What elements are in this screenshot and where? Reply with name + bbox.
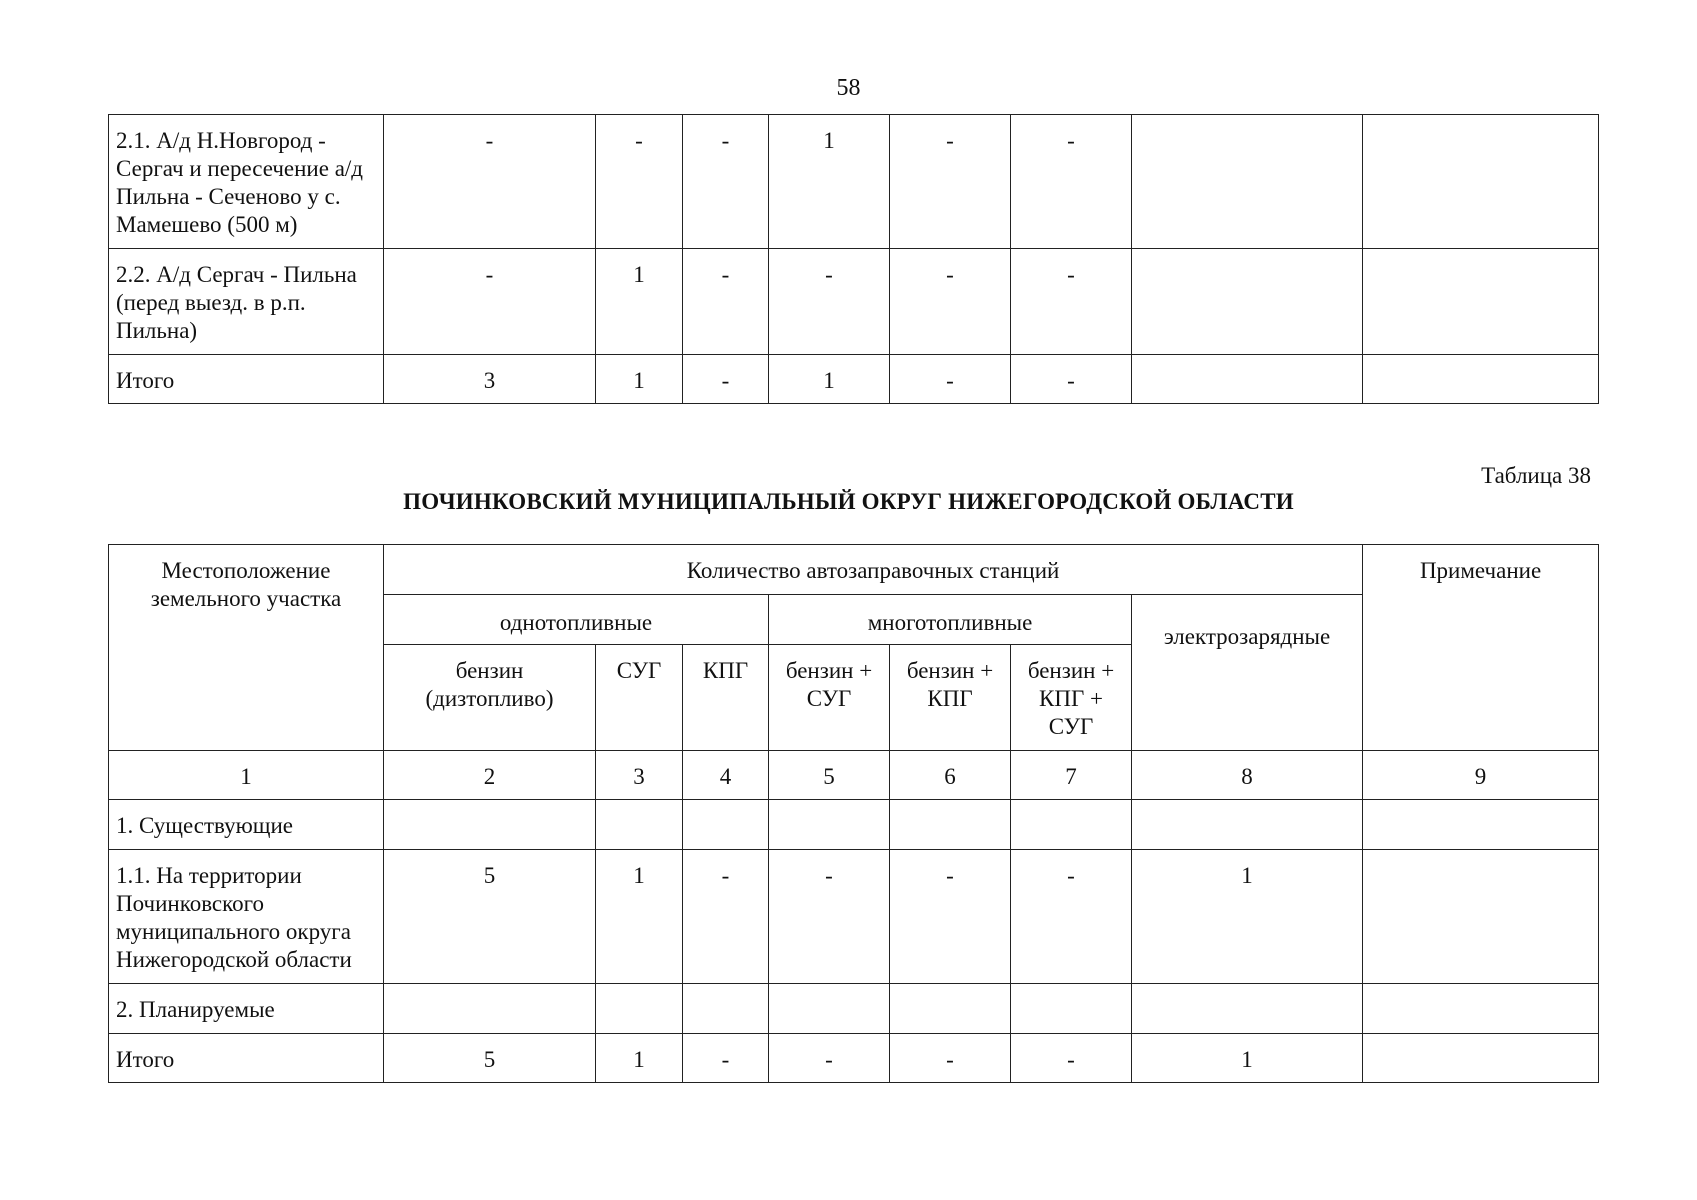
table-cell: [1132, 984, 1363, 1034]
header-cng: КПГ: [683, 645, 769, 751]
table-row: [109, 1034, 1599, 1083]
table-cell: -: [769, 850, 890, 984]
table-cell: [1363, 249, 1599, 355]
table-row: [109, 115, 1599, 249]
header-single-fuel: однотопливные: [384, 595, 769, 645]
table-cell: -: [890, 355, 1011, 404]
table-cell: [683, 800, 769, 850]
table-cell: [384, 984, 596, 1034]
column-number: 1: [109, 751, 384, 800]
table-cell: [1132, 355, 1363, 404]
table-cell: [1132, 800, 1363, 850]
column-number-row: [109, 751, 1599, 800]
gas-stations-table: [108, 544, 1599, 1083]
table-cell: [890, 984, 1011, 1034]
column-number: 8: [1132, 751, 1363, 800]
table-cell: 5: [384, 1034, 596, 1083]
table-cell: [1363, 1034, 1599, 1083]
table-cell: [1132, 249, 1363, 355]
table-cell: 5: [384, 850, 596, 984]
header-lpg: СУГ: [596, 645, 683, 751]
table-cell: [1363, 984, 1599, 1034]
table-cell: -: [1011, 115, 1132, 249]
table-cell: [1363, 115, 1599, 249]
table-cell: [1011, 800, 1132, 850]
table-cell: 1: [596, 355, 683, 404]
table-cell: -: [384, 249, 596, 355]
table-caption: Таблица 38: [1481, 463, 1591, 488]
table-cell: -: [890, 249, 1011, 355]
column-number: 3: [596, 751, 683, 800]
table-cell: -: [1011, 850, 1132, 984]
table-cell: 1. Существующие: [109, 800, 384, 850]
table-cell: -: [1011, 1034, 1132, 1083]
table-row: [109, 249, 1599, 355]
table-cell: [769, 800, 890, 850]
table-cell: 1.1. На территории Починковского муниципального округа Нижегородской области: [109, 850, 384, 984]
table-cell: [769, 984, 890, 1034]
table-cell: Итого: [109, 355, 384, 404]
table-cell: [683, 984, 769, 1034]
column-number: 5: [769, 751, 890, 800]
table-cell: [596, 800, 683, 850]
column-number: 4: [683, 751, 769, 800]
column-number: 7: [1011, 751, 1132, 800]
table-cell: 1: [769, 115, 890, 249]
table-cell: [1132, 115, 1363, 249]
header-note: Примечание: [1363, 545, 1599, 751]
header-petrol: бензин (дизтопливо): [384, 645, 596, 751]
header-petrol-cng-lpg: бензин + КПГ + СУГ: [1011, 645, 1132, 751]
table-cell: [1363, 800, 1599, 850]
table-cell: -: [683, 115, 769, 249]
table-cell: -: [1011, 355, 1132, 404]
header-petrol-lpg: бензин + СУГ: [769, 645, 890, 751]
table-row: [109, 355, 1599, 404]
header-multi-fuel: многотопливные: [769, 595, 1132, 645]
table-cell: 1: [596, 850, 683, 984]
table-cell: -: [683, 355, 769, 404]
table-row: [109, 800, 1599, 850]
table-row: [109, 984, 1599, 1034]
table-cell: 3: [384, 355, 596, 404]
table-row: [109, 850, 1599, 984]
table-cell: 2.2. А/д Сергач - Пильна (перед выезд. в р.п. Пильна): [109, 249, 384, 355]
table-cell: [384, 800, 596, 850]
column-number: 6: [890, 751, 1011, 800]
header-row: [109, 545, 1599, 595]
table-cell: -: [683, 850, 769, 984]
table-cell: [596, 984, 683, 1034]
previous-table-continuation: [108, 114, 1599, 404]
table-cell: 2. Планируемые: [109, 984, 384, 1034]
section-title: ПОЧИНКОВСКИЙ МУНИЦИПАЛЬНЫЙ ОКРУГ НИЖЕГОРОДСКОЙ ОБЛАСТИ: [403, 489, 1294, 514]
table-cell: -: [890, 1034, 1011, 1083]
table-cell: -: [1011, 249, 1132, 355]
table-cell: 1: [596, 1034, 683, 1083]
table-cell: [1363, 355, 1599, 404]
table-cell: [890, 800, 1011, 850]
header-location: Местоположение земельного участка: [109, 545, 384, 751]
header-electric: электрозарядные: [1132, 595, 1363, 751]
table-cell: Итого: [109, 1034, 384, 1083]
table-cell: [1011, 984, 1132, 1034]
table-cell: -: [384, 115, 596, 249]
column-number: 9: [1363, 751, 1599, 800]
table-cell: 2.1. А/д Н.Новгород - Сергач и пересечение а/д Пильна - Сеченово у с. Мамешево (500 м): [109, 115, 384, 249]
table-cell: 1: [1132, 850, 1363, 984]
table-cell: [1363, 850, 1599, 984]
table-cell: -: [890, 115, 1011, 249]
page-number: 58: [836, 75, 861, 101]
column-number: 2: [384, 751, 596, 800]
header-petrol-cng: бензин + КПГ: [890, 645, 1011, 751]
table-cell: 1: [596, 249, 683, 355]
table-cell: -: [683, 249, 769, 355]
table-cell: -: [890, 850, 1011, 984]
table-cell: -: [683, 1034, 769, 1083]
table-cell: -: [769, 1034, 890, 1083]
table-cell: 1: [1132, 1034, 1363, 1083]
table-cell: -: [596, 115, 683, 249]
table-cell: 1: [769, 355, 890, 404]
table-cell: -: [769, 249, 890, 355]
header-station-count: Количество автозаправочных станций: [384, 545, 1363, 595]
